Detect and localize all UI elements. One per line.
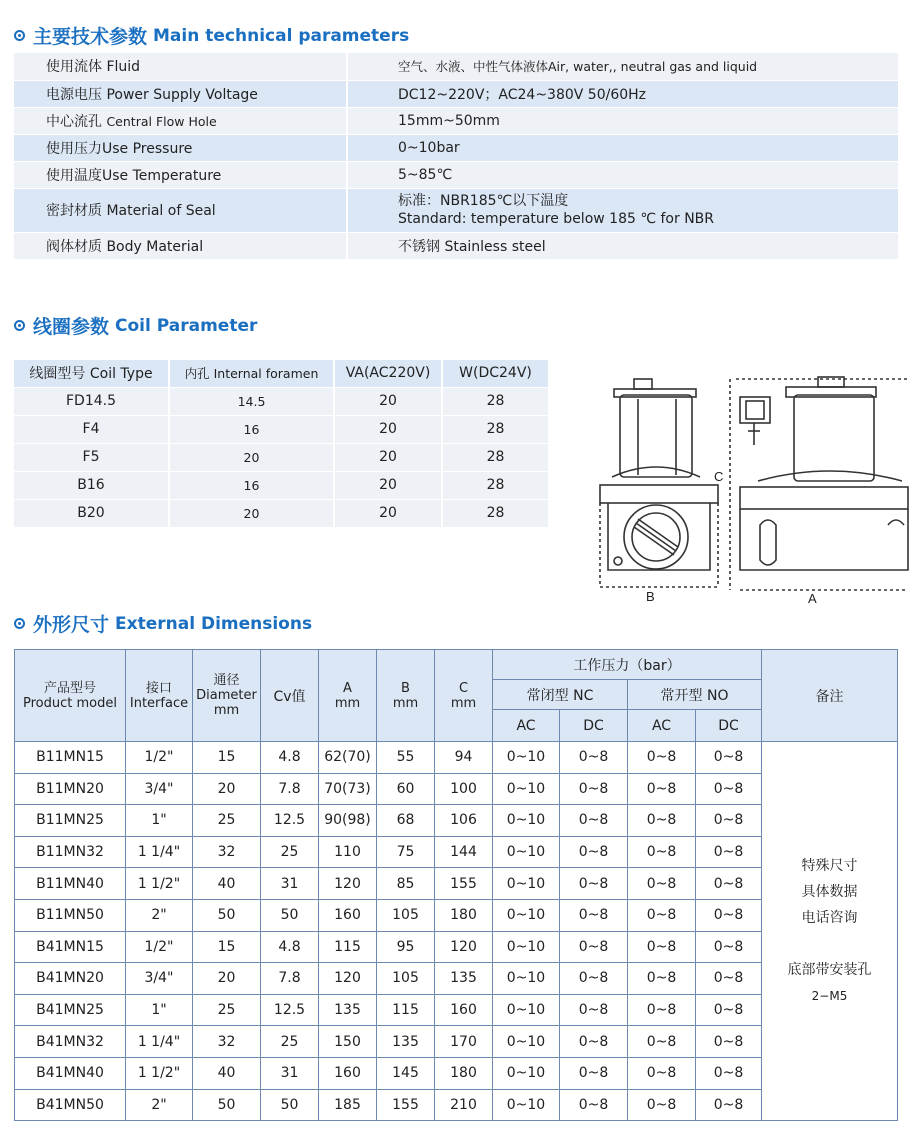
table-cell: 0~8 <box>560 1089 628 1121</box>
valve-drawing <box>590 365 910 610</box>
table-cell: 120 <box>319 868 377 900</box>
table-cell: 110 <box>319 836 377 868</box>
table-cell: 0~8 <box>628 805 696 837</box>
header-a <box>319 650 377 742</box>
table-cell: 25 <box>193 805 261 837</box>
param-value-line1: 标准：NBR185℃以下温度 <box>398 193 569 209</box>
coil-cell: 20 <box>334 387 442 415</box>
table-cell: 106 <box>435 805 493 837</box>
param-row-seal <box>14 188 898 232</box>
header-nc: 常闭型 NC <box>493 680 628 710</box>
table-cell: 0~8 <box>696 1057 762 1089</box>
coil-cell: 16 <box>169 415 334 443</box>
table-cell: 32 <box>193 836 261 868</box>
table-cell: 50 <box>261 899 319 931</box>
notes-line: 底部带安装孔 <box>787 962 872 979</box>
header-cv: Cv值 <box>261 650 319 742</box>
coil-table <box>14 360 550 528</box>
table-cell: 0~10 <box>493 1026 560 1058</box>
param-row-body <box>14 232 898 259</box>
header-nc-dc: DC <box>560 710 628 742</box>
table-cell: 0~8 <box>628 1057 696 1089</box>
coil-row <box>14 499 549 527</box>
param-row-pressure <box>14 134 898 161</box>
table-cell: 0~8 <box>560 1057 628 1089</box>
header-b-unit: mm <box>392 695 419 711</box>
coil-cell: 28 <box>442 499 549 527</box>
table-cell: 0~8 <box>628 1026 696 1058</box>
notes-line: 电话咨询 <box>801 910 858 927</box>
param-key-cn: 中心流孔 <box>46 113 102 130</box>
table-cell: 1 1/4" <box>126 836 193 868</box>
table-cell: 4.8 <box>261 931 319 963</box>
table-cell: 31 <box>261 1057 319 1089</box>
table-cell: 85 <box>377 868 435 900</box>
table-cell: 0~8 <box>560 742 628 774</box>
dims-title-en: External Dimensions <box>115 613 313 634</box>
table-cell: 0~8 <box>560 1026 628 1058</box>
header-diameter-en: Diameter <box>196 688 257 703</box>
table-cell: 3/4" <box>126 773 193 805</box>
table-cell: 0~8 <box>696 1089 762 1121</box>
coil-title <box>14 312 257 339</box>
param-key: 使用温度Use Temperature <box>14 161 347 188</box>
table-cell: 0~10 <box>493 963 560 995</box>
table-cell: 0~8 <box>696 868 762 900</box>
coil-title-en: Coil Parameter <box>115 315 258 336</box>
table-cell: 115 <box>377 994 435 1026</box>
coil-cell: B16 <box>14 471 169 499</box>
table-cell: 40 <box>193 1057 261 1089</box>
param-row-fluid <box>14 53 898 80</box>
table-cell: 4.8 <box>261 742 319 774</box>
coil-cell: 16 <box>169 471 334 499</box>
table-cell: 120 <box>435 931 493 963</box>
table-cell: 155 <box>377 1089 435 1121</box>
header-a-label: A <box>343 680 352 696</box>
table-cell: 75 <box>377 836 435 868</box>
header-interface-cn: 接口 <box>145 680 172 696</box>
table-cell: 0~8 <box>560 805 628 837</box>
table-cell: 145 <box>377 1057 435 1089</box>
table-cell: B41MN15 <box>15 931 126 963</box>
param-value: 0~10bar <box>347 134 898 161</box>
table-cell: B41MN20 <box>15 963 126 995</box>
header-c-unit: mm <box>450 695 477 711</box>
coil-row <box>14 471 549 499</box>
table-cell: 160 <box>319 1057 377 1089</box>
coil-cell: FD14.5 <box>14 387 169 415</box>
bullet-icon <box>14 30 25 41</box>
table-cell: 0~8 <box>696 805 762 837</box>
coil-cell: 20 <box>334 443 442 471</box>
table-cell: 1 1/4" <box>126 1026 193 1058</box>
table-cell: 1" <box>126 994 193 1026</box>
table-cell: 1/2" <box>126 742 193 774</box>
table-cell: 2" <box>126 899 193 931</box>
table-cell: 60 <box>377 773 435 805</box>
coil-cell: F5 <box>14 443 169 471</box>
header-b <box>377 650 435 742</box>
table-cell: B41MN32 <box>15 1026 126 1058</box>
header-pressure: 工作压力（bar） <box>493 650 762 680</box>
notes-line: 特殊尺寸 <box>801 858 858 875</box>
table-cell: 0~8 <box>696 836 762 868</box>
coil-cell: 28 <box>442 415 549 443</box>
table-cell: 90(98) <box>319 805 377 837</box>
header-nc-ac: AC <box>493 710 560 742</box>
table-cell: 0~8 <box>696 963 762 995</box>
param-key: 阀体材质 Body Material <box>14 232 347 259</box>
table-cell: 70(73) <box>319 773 377 805</box>
table-cell: 105 <box>377 963 435 995</box>
table-cell: 120 <box>319 963 377 995</box>
notes-spacer <box>762 931 897 957</box>
table-cell: 0~8 <box>696 1026 762 1058</box>
table-cell: 7.8 <box>261 963 319 995</box>
table-cell: 0~10 <box>493 1057 560 1089</box>
table-cell: 3/4" <box>126 963 193 995</box>
valve-side-view <box>730 377 908 590</box>
main-params-title-en: Main technical parameters <box>153 25 410 46</box>
coil-cell: F4 <box>14 415 169 443</box>
table-cell: 0~8 <box>560 963 628 995</box>
table-row <box>15 742 898 774</box>
table-cell: 180 <box>435 1057 493 1089</box>
table-cell: 12.5 <box>261 805 319 837</box>
label-c: C <box>714 469 724 484</box>
coil-cell: 20 <box>169 443 334 471</box>
table-cell: 105 <box>377 899 435 931</box>
header-c-label: C <box>458 680 469 696</box>
coil-header-va: VA(AC220V) <box>334 360 442 387</box>
table-cell: 0~8 <box>628 994 696 1026</box>
table-cell: 50 <box>193 899 261 931</box>
table-cell: 0~8 <box>628 742 696 774</box>
table-cell: 150 <box>319 1026 377 1058</box>
coil-header-foramen: 内孔 Internal foramen <box>169 360 334 387</box>
table-cell: 68 <box>377 805 435 837</box>
coil-cell: 28 <box>442 387 549 415</box>
param-row-temperature <box>14 161 898 188</box>
header-model-en: Product model <box>23 695 117 711</box>
table-cell: 31 <box>261 868 319 900</box>
param-row-flow-hole <box>14 107 898 134</box>
table-cell: 25 <box>193 994 261 1026</box>
table-cell: 0~8 <box>628 868 696 900</box>
coil-header-type: 线圈型号 Coil Type <box>14 360 169 387</box>
table-cell: 0~10 <box>493 994 560 1026</box>
table-cell: 135 <box>435 963 493 995</box>
table-cell: 100 <box>435 773 493 805</box>
table-cell: 155 <box>435 868 493 900</box>
table-cell: 0~8 <box>560 773 628 805</box>
table-cell: 0~10 <box>493 931 560 963</box>
coil-cell: 20 <box>334 415 442 443</box>
coil-cell: B20 <box>14 499 169 527</box>
table-cell: 0~8 <box>560 931 628 963</box>
coil-row <box>14 387 549 415</box>
dims-title <box>14 610 312 637</box>
table-cell: B41MN25 <box>15 994 126 1026</box>
coil-row <box>14 443 549 471</box>
table-cell: B11MN50 <box>15 899 126 931</box>
coil-cell: 14.5 <box>169 387 334 415</box>
main-params-table <box>14 53 898 260</box>
table-cell: B41MN40 <box>15 1057 126 1089</box>
table-cell: 210 <box>435 1089 493 1121</box>
header-b-label: B <box>401 680 410 696</box>
coil-cell: 20 <box>169 499 334 527</box>
table-cell: 0~8 <box>560 994 628 1026</box>
notes-line: 2−M5 <box>811 989 848 1004</box>
header-model <box>15 650 126 742</box>
table-cell: 15 <box>193 742 261 774</box>
notes-line: 具体数据 <box>801 884 858 901</box>
coil-cell: 20 <box>334 471 442 499</box>
param-value-line2: Standard: temperature below 185 ℃ for NBR <box>398 211 715 227</box>
table-cell: B11MN40 <box>15 868 126 900</box>
param-value: DC12~220V；AC24~380V 50/60Hz <box>347 80 898 107</box>
table-cell: 0~8 <box>696 742 762 774</box>
header-diameter <box>193 650 261 742</box>
table-cell: 1" <box>126 805 193 837</box>
header-interface <box>126 650 193 742</box>
label-a: A <box>808 591 817 606</box>
table-cell: 0~8 <box>628 773 696 805</box>
table-cell: 50 <box>261 1089 319 1121</box>
table-cell: 15 <box>193 931 261 963</box>
param-value: 15mm~50mm <box>347 107 898 134</box>
table-cell: 32 <box>193 1026 261 1058</box>
dims-table <box>14 649 898 1121</box>
param-key <box>14 107 347 134</box>
table-cell: 20 <box>193 773 261 805</box>
table-cell: 0~10 <box>493 773 560 805</box>
table-cell: 0~8 <box>696 773 762 805</box>
notes-cell <box>762 742 898 1121</box>
table-cell: 180 <box>435 899 493 931</box>
table-cell: 1 1/2" <box>126 868 193 900</box>
header-model-cn: 产品型号 <box>43 680 96 696</box>
table-cell: 0~10 <box>493 1089 560 1121</box>
param-key: 使用流体 Fluid <box>14 53 347 80</box>
table-cell: B11MN25 <box>15 805 126 837</box>
param-key-en: Central Flow Hole <box>106 113 217 129</box>
table-cell: 2" <box>126 1089 193 1121</box>
table-cell: 1/2" <box>126 931 193 963</box>
bullet-icon <box>14 618 25 629</box>
table-cell: 0~8 <box>560 899 628 931</box>
table-cell: 160 <box>319 899 377 931</box>
coil-title-cn: 线圈参数 <box>33 316 110 338</box>
table-cell: 135 <box>319 994 377 1026</box>
table-cell: 0~8 <box>696 931 762 963</box>
param-value: 不锈钢 Stainless steel <box>347 232 898 259</box>
table-cell: 0~8 <box>628 963 696 995</box>
table-cell: 25 <box>261 836 319 868</box>
header-notes: 备注 <box>762 650 898 742</box>
table-cell: 0~10 <box>493 899 560 931</box>
table-cell: 0~8 <box>696 899 762 931</box>
table-cell: 0~8 <box>628 1089 696 1121</box>
table-cell: 0~8 <box>628 836 696 868</box>
coil-header-w: W(DC24V) <box>442 360 549 387</box>
table-cell: B41MN50 <box>15 1089 126 1121</box>
table-cell: 12.5 <box>261 994 319 1026</box>
table-cell: 0~10 <box>493 868 560 900</box>
header-no-dc: DC <box>696 710 762 742</box>
table-cell: 0~8 <box>560 868 628 900</box>
param-value: 空气、水液、中性气体液体Air, water,, neutral gas and liquid <box>347 53 898 80</box>
header-diameter-cn: 通径 <box>213 673 240 688</box>
table-cell: 1 1/2" <box>126 1057 193 1089</box>
table-cell: 160 <box>435 994 493 1026</box>
table-cell: 0~8 <box>560 836 628 868</box>
coil-cell: 28 <box>442 471 549 499</box>
dims-title-cn: 外形尺寸 <box>33 614 110 636</box>
label-b: B <box>646 589 655 604</box>
coil-cell: 20 <box>334 499 442 527</box>
table-cell: 135 <box>377 1026 435 1058</box>
header-c <box>435 650 493 742</box>
header-a-unit: mm <box>334 695 361 711</box>
table-cell: 0~8 <box>628 931 696 963</box>
table-cell: 94 <box>435 742 493 774</box>
table-cell: 0~10 <box>493 742 560 774</box>
table-cell: 0~8 <box>696 994 762 1026</box>
param-key: 密封材质 Material of Seal <box>14 188 347 232</box>
param-value: 5~85℃ <box>347 161 898 188</box>
param-key: 电源电压 Power Supply Voltage <box>14 80 347 107</box>
coil-row <box>14 415 549 443</box>
table-cell: 0~10 <box>493 805 560 837</box>
param-value <box>347 188 898 232</box>
table-cell: 40 <box>193 868 261 900</box>
table-cell: 144 <box>435 836 493 868</box>
table-cell: B11MN32 <box>15 836 126 868</box>
table-cell: 50 <box>193 1089 261 1121</box>
param-key: 使用压力Use Pressure <box>14 134 347 161</box>
table-cell: B11MN20 <box>15 773 126 805</box>
main-params-title <box>14 22 409 49</box>
dims-header-row <box>15 650 898 680</box>
coil-cell: 28 <box>442 443 549 471</box>
bullet-icon <box>14 320 25 331</box>
header-interface-en: Interface <box>129 695 189 711</box>
header-diameter-unit: mm <box>213 703 240 718</box>
table-cell: 7.8 <box>261 773 319 805</box>
table-cell: 25 <box>261 1026 319 1058</box>
header-no: 常开型 NO <box>628 680 762 710</box>
table-cell: 0~8 <box>628 899 696 931</box>
header-no-ac: AC <box>628 710 696 742</box>
table-cell: 55 <box>377 742 435 774</box>
table-cell: 185 <box>319 1089 377 1121</box>
table-cell: 170 <box>435 1026 493 1058</box>
coil-header-row <box>14 360 549 387</box>
table-cell: 0~10 <box>493 836 560 868</box>
table-cell: B11MN15 <box>15 742 126 774</box>
main-params-title-cn: 主要技术参数 <box>33 26 148 48</box>
param-row-voltage <box>14 80 898 107</box>
valve-front-view <box>600 379 718 587</box>
table-cell: 95 <box>377 931 435 963</box>
table-cell: 62(70) <box>319 742 377 774</box>
table-cell: 20 <box>193 963 261 995</box>
table-cell: 115 <box>319 931 377 963</box>
